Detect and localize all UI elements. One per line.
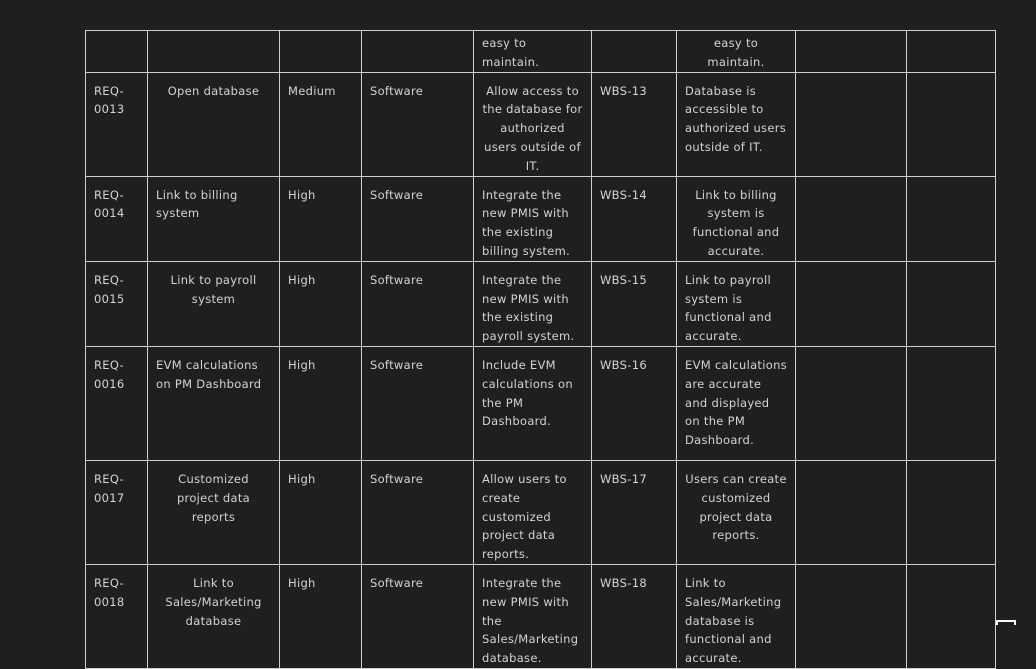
req-id-cell: REQ-0017 [86,460,148,564]
description-cell: Include EVM calculations on the PM Dashboard. [474,346,592,460]
extra-cell [907,261,996,346]
category-cell: Software [362,346,474,460]
extra-cell [796,72,907,176]
acceptance-cell: Link to billing system is functional and accurate. [677,176,796,261]
wbs-cell: WBS-13 [592,72,677,176]
wbs-cell: WBS-17 [592,460,677,564]
description-cell: Integrate the new PMIS with the existing payroll system. [474,261,592,346]
req-id-cell: REQ-0013 [86,72,148,176]
requirement-cell: Link to Sales/Marketing database [148,564,280,668]
requirements-table [85,30,996,669]
extra-cell [907,31,996,73]
acceptance-cell: Link to Sales/Marketing database is functional and accurate. [677,564,796,668]
req-id-cell: REQ-0016 [86,346,148,460]
description-cell: Allow users to create customized project data reports. [474,460,592,564]
extra-cell [796,460,907,564]
priority-cell: High [280,261,362,346]
priority-cell: High [280,346,362,460]
priority-cell: Medium [280,72,362,176]
req-id-cell: REQ-0014 [86,176,148,261]
acceptance-cell: easy to maintain. [677,31,796,73]
wbs-cell: WBS-18 [592,564,677,668]
category-cell: Software [362,460,474,564]
table-row [86,346,996,460]
extra-cell [796,176,907,261]
req-id-cell: REQ-0015 [86,261,148,346]
extra-cell [907,176,996,261]
description-cell: Integrate the new PMIS with the Sales/Marketing database. [474,564,592,668]
wbs-cell: WBS-15 [592,261,677,346]
priority-cell: High [280,176,362,261]
acceptance-cell: Database is accessible to authorized users outside of IT. [677,72,796,176]
acceptance-cell: Link to payroll system is functional and accurate. [677,261,796,346]
requirement-cell: EVM calculations on PM Dashboard [148,346,280,460]
extra-cell [796,31,907,73]
wbs-cell: WBS-14 [592,176,677,261]
extra-cell [907,346,996,460]
wbs-cell [592,31,677,73]
extra-cell [796,261,907,346]
extra-cell [907,460,996,564]
requirement-cell: Open database [148,72,280,176]
table-row [86,261,996,346]
category-cell: Software [362,176,474,261]
category-cell: Software [362,72,474,176]
table-row [86,31,996,73]
description-cell: Allow access to the database for authorized users outside of IT. [474,72,592,176]
priority-cell: High [280,564,362,668]
table-row [86,176,996,261]
requirement-cell: Customized project data reports [148,460,280,564]
requirement-cell: Link to billing system [148,176,280,261]
table-row [86,460,996,564]
acceptance-cell: Users can create customized project data reports. [677,460,796,564]
category-cell [362,31,474,73]
extra-cell [796,346,907,460]
extra-cell [907,564,996,668]
priority-cell: High [280,460,362,564]
priority-cell [280,31,362,73]
wbs-cell: WBS-16 [592,346,677,460]
description-cell: easy to maintain. [474,31,592,73]
page-edge-marker-inner [998,622,1014,625]
extra-cell [796,564,907,668]
requirement-cell [148,31,280,73]
table-row [86,564,996,668]
extra-cell [907,72,996,176]
table-row [86,72,996,176]
acceptance-cell: EVM calculations are accurate and displayed on the PM Dashboard. [677,346,796,460]
req-id-cell [86,31,148,73]
category-cell: Software [362,564,474,668]
req-id-cell: REQ-0018 [86,564,148,668]
requirement-cell: Link to payroll system [148,261,280,346]
description-cell: Integrate the new PMIS with the existing billing system. [474,176,592,261]
category-cell: Software [362,261,474,346]
